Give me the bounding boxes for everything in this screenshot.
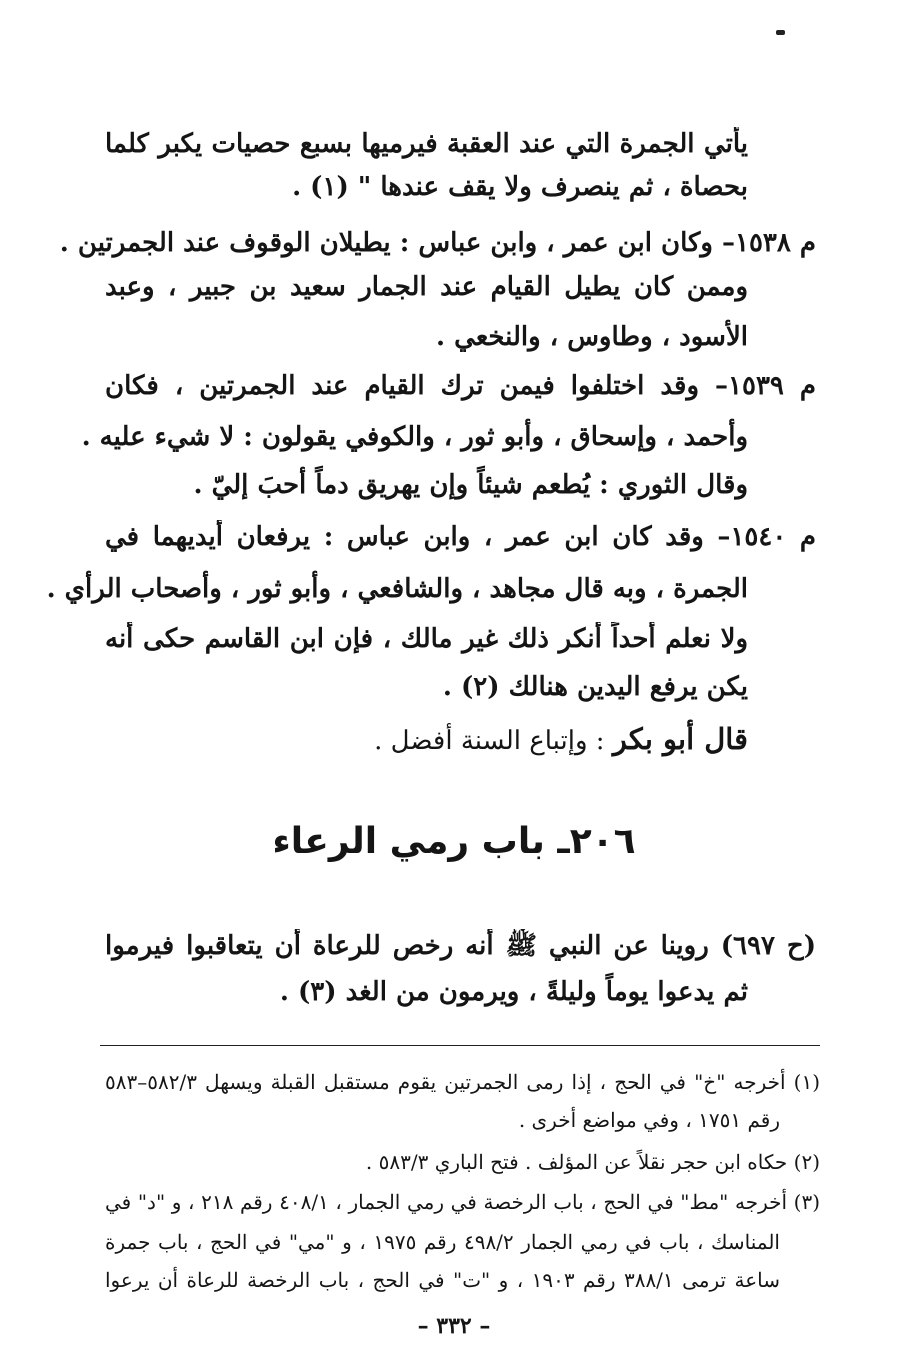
body-line: وأحمد ، وإسحاق ، وأبو ثور ، والكوفي يقولون : لا شيء عليه . bbox=[81, 422, 748, 452]
body-line: الأسود ، وطاوس ، والنخعي . bbox=[436, 322, 748, 352]
hadith-line: (ح ٦٩٧) روينا عن النبي ﷺ أنه رخص للرعاة أن يتعاقبوا فيرموا bbox=[105, 931, 816, 961]
top-mark bbox=[776, 30, 785, 35]
body-line: الجمرة ، وبه قال مجاهد ، والشافعي ، وأبو ثور ، وأصحاب الرأي . bbox=[46, 574, 748, 604]
page-number: – ٣٣٢ – bbox=[417, 1313, 491, 1339]
footnote-line: المناسك ، باب في رمي الجمار ٤٩٨/٢ رقم ١٩٧٥ ، و "مي" في الحج ، باب جمرة bbox=[105, 1230, 780, 1254]
body-line: وقال الثوري : يُطعم شيئاً وإن يهريق دماً أحبَ إليّ . bbox=[193, 470, 748, 500]
footnote-separator bbox=[100, 1045, 820, 1046]
body-line: يكن يرفع اليدين هنالك (٢) . bbox=[442, 672, 748, 702]
issue-1540-line: م ١٥٤٠– وقد كان ابن عمر ، وابن عباس : يرفعان أيديهما في bbox=[105, 522, 816, 552]
conclusion-text: : وإتباع السنة أفضل . bbox=[374, 726, 605, 756]
footnote-line: (١) أخرجه "خ" في الحج ، إذا رمى الجمرتين يقوم مستقبل القبلة ويسهل ٥٨٢/٣–٥٨٣ bbox=[105, 1070, 820, 1094]
footnote-line: رقم ١٧٥١ ، وفي مواضع أخرى . bbox=[518, 1108, 780, 1132]
footnote-line: ساعة ترمى ٣٨٨/١ رقم ١٩٠٣ ، و "ت" في الحج ، باب الرخصة للرعاة أن يرعوا bbox=[105, 1268, 780, 1292]
hadith-line: ثم يدعوا يوماً وليلةً ، ويرمون من الغد (٣) . bbox=[279, 977, 748, 1007]
body-line: وممن كان يطيل القيام عند الجمار سعيد بن جبير ، وعبد bbox=[105, 272, 748, 302]
body-line: بحصاة ، ثم ينصرف ولا يقف عندها " (١) . bbox=[292, 172, 748, 202]
chapter-title: ٢٠٦ـ باب رمي الرعاء bbox=[272, 821, 636, 862]
footnote-line: (٢) حكاه ابن حجر نقلاً عن المؤلف . فتح الباري ٥٨٣/٣ . bbox=[365, 1150, 820, 1174]
footnote-line: (٣) أخرجه "مط" في الحج ، باب الرخصة في رمي الجمار ، ٤٠٨/١ رقم ٢١٨ ، و "د" في bbox=[105, 1190, 820, 1214]
issue-1539-line: م ١٥٣٩– وقد اختلفوا فيمن ترك القيام عند الجمرتين ، فكان bbox=[105, 371, 816, 401]
conclusion bbox=[374, 722, 748, 758]
body-line: يأتي الجمرة التي عند العقبة فيرميها بسبع حصيات يكبر كلما bbox=[105, 129, 748, 159]
body-line: ولا نعلم أحداً أنكر ذلك غير مالك ، فإن ابن القاسم حكى أنه bbox=[105, 624, 748, 654]
conclusion-author: قال أبو بكر bbox=[612, 722, 748, 756]
issue-1538-line: م ١٥٣٨– وكان ابن عمر ، وابن عباس : يطيلان الوقوف عند الجمرتين . bbox=[59, 228, 816, 258]
